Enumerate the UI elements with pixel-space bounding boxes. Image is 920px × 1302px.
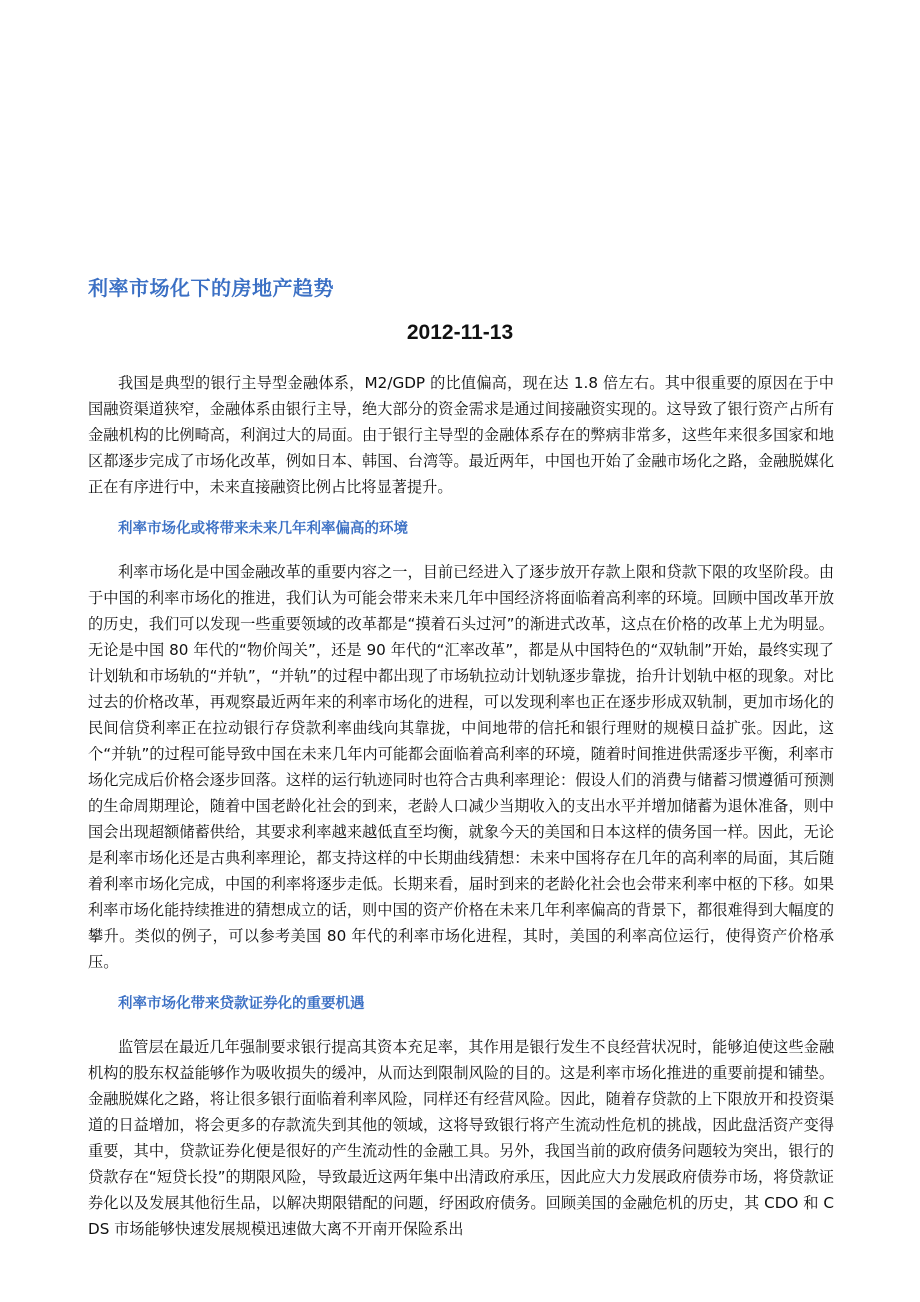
section-paragraph-2: 监管层在最近几年强制要求银行提高其资本充足率，其作用是银行发生不良经营状况时，能够迫使这些金融机构的股东权益能够作为吸收损失的缓冲，从而达到限制风险的目的。这是利率市场化推进的重要前提和铺垫。金融脱媒化之路，将让很多银行面临着利率风险，同样还有经营风险。因此，随着存贷款的上下限放开和投资渠道的日益增加，将会更多的存款流失到其他的领域，这将导致银行将产生流动性危机的挑战，因此盘活资产变得重要，其中，贷款证券化便是很好的产生流动性的金融工具。另外，我国当前的政府债务问题较为突出，银行的贷款存在“短贷长投”的期限风险，导致最近这两年集中出清政府承压，因此应大力发展政府债券市场，将贷款证券化以及发展其他衍生品，以解决期限错配的问题，纾困政府债务。回顾美国的金融危机的历史，其 CDO 和 CDS 市场能够快速发展规模迅速做大离不开南开保险系出	[88, 1038, 834, 1238]
intro-paragraph: 我国是典型的银行主导型金融体系，M2/GDP 的比值偏高，现在达 1.8 倍左右。其中很重要的原因在于中国融资渠道狭窄，金融体系由银行主导，绝大部分的资金需求是通过间接融资实现的。这导致了银行资产占所有金融机构的比例畸高，利润过大的局面。由于银行主导型的金融体系存在的弊病非常多，这些年来很多国家和地区都逐步完成了市场化改革，例如日本、韩国、台湾等。最近两年，中国也开始了金融市场化之路，金融脱媒化正在有序进行中，未来直接融资比例占比将显著提升。	[88, 374, 834, 496]
document-title: 利率市场化下的房地产趋势	[88, 276, 334, 300]
document-body	[88, 370, 834, 1242]
section-heading-1: 利率市场化或将带来未来几年利率偏高的环境	[118, 521, 408, 537]
document-date: 2012-11-13	[406, 321, 514, 344]
section-paragraph-1: 利率市场化是中国金融改革的重要内容之一，目前已经进入了逐步放开存款上限和贷款下限的攻坚阶段。由于中国的利率市场化的推进，我们认为可能会带来未来几年中国经济将面临着高利率的环境。回顾中国改革开放的历史，我们可以发现一些重要领域的改革都是“摸着石头过河”的渐进式改革，这点在价格的改革上尤为明显。无论是中国 80 年代的“物价闯关”，还是 90 年代的“汇率改革”，都是从中国特色的“双轨制”开始，最终实现了计划轨和市场轨的“并轨”，“并轨”的过程中都出现了市场轨拉动计划轨逐步靠拢，抬升计划轨中枢的现象。对比过去的价格改革，再观察最近两年来的利率市场化的进程，可以发现利率也正在逐步形成双轨制，更加市场化的民间信贷利率正在拉动银行存贷款利率曲线向其靠拢，中间地带的信托和银行理财的规模日益扩张。因此，这个“并轨”的过程可能导致中国在未来几年内可能都会面临着高利率的环境，随着时间推进供需逐步平衡，利率市场化完成后价格会逐步回落。这样的运行轨迹同时也符合古典利率理论：假设人们的消费与储蓄习惯遵循可预测的生命周期理论，随着中国老龄化社会的到来，老龄人口减少当期收入的支出水平并增加储蓄为退休准备，则中国会出现超额储蓄供给，其要求利率越来越低直至均衡，就象今天的美国和日本这样的债务国一样。因此，无论是利率市场化还是古典利率理论，都支持这样的中长期曲线猜想：未来中国将存在几年的高利率的局面，其后随着利率市场化完成，中国的利率将逐步走低。长期来看，届时到来的老龄化社会也会带来利率中枢的下移。如果利率市场化能持续推进的猜想成立的话，则中国的资产价格在未来几年利率偏高的背景下，都很难得到大幅度的攀升。类似的例子，可以参考美国 80 年代的利率市场化进程，其时，美国的利率高位运行，使得资产价格承压。	[88, 563, 834, 971]
section-heading-2: 利率市场化带来贷款证券化的重要机遇	[118, 996, 365, 1012]
